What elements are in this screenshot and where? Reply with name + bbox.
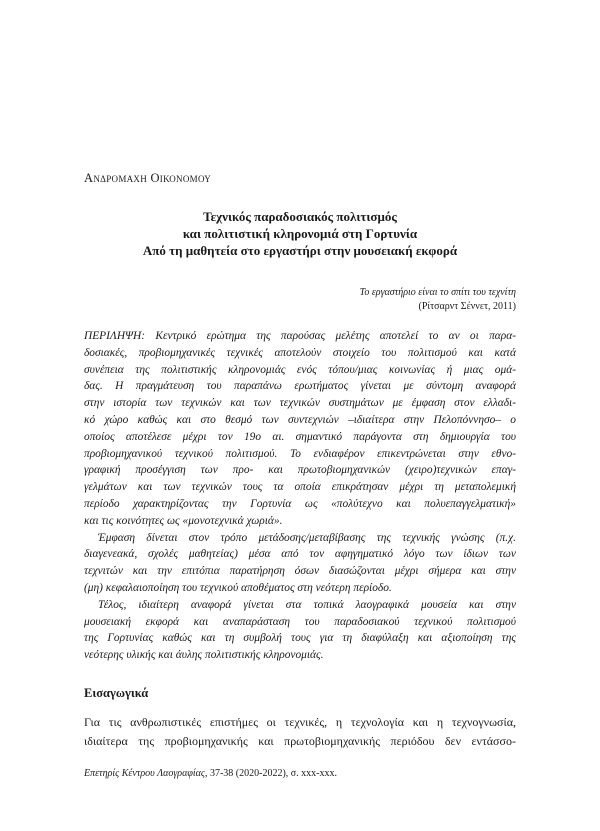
footer-details: , 37-38 (2020-2022), σ. xxx-xxx. <box>204 768 338 779</box>
abstract-line: κό χώρο καθώς και στο θεσμό των συντεχνιών –ιδιαίτερα στην Πελοπόννησο– ο <box>84 413 516 426</box>
abstract-line: δας. Η πραγμάτευση του παραπάνω ερωτήματος γίνεται με σύντομη αναφορά <box>84 380 516 393</box>
epigraph-source: (Ρίτσαρντ Σέννετ, 2011) <box>418 301 516 312</box>
abstract-line: δοσιακές, προβιομηχανικές τεχνικές αποτελούν στοιχείο του πολιτισμού και κατά <box>84 346 516 359</box>
title-line-1: Τεχνικός παραδοσιακός πολιτισμός <box>203 209 397 224</box>
body-line: ιδιαίτερα της προβιομηχανικής και πρωτοβιομηχανικής περιόδου δεν εντάσσο- <box>84 734 516 748</box>
abstract-line: τεχνιτών και την επιτόπια παρατήρηση όσων διασώζονται μέχρι σήμερα και στην <box>84 565 516 578</box>
abstract-line: γραφική προσέγγιση των προ- και πρωτοβιομηχανικών (χειρο)τεχνικών επαγ- <box>84 464 516 477</box>
footer-journal: Επετηρίς Κέντρου Λαογραφίας <box>84 768 205 779</box>
epigraph <box>360 286 516 314</box>
abstract-line: μουσειακή εκφορά και αναπαράσταση του παραδοσιακού τεχνικού πολιτισμού <box>84 615 516 628</box>
author-name: Ανδρομαχη Οικονομου <box>84 171 212 185</box>
abstract-line: διαγενεακά, σχολές μαθητείας) μέσα από τον αφηγηματικό λόγο των ίδιων των <box>84 548 516 561</box>
page-footer <box>84 768 337 779</box>
abstract-line: Τέλος, ιδιαίτερη αναφορά γίνεται στα τοπικά λαογραφικά μουσεία και στην <box>98 598 516 611</box>
title-line-2: και πολιτιστική κληρονομιά στη Γορτυνία <box>182 226 418 241</box>
section-heading: Εισαγωγικά <box>84 686 149 700</box>
abstract <box>84 328 516 664</box>
epigraph-quote: Το εργαστήριο είναι το σπίτι του τεχνίτη <box>359 287 516 298</box>
abstract-line: νεότερης υλικής και άυλης πολιτιστικής κληρονομιάς. <box>84 649 324 662</box>
abstract-line: στην ιστορία των τεχνικών και των τεχνικών συστημάτων με έμφαση στον ελλαδι- <box>84 397 516 410</box>
abstract-line: της Γορτυνίας καθώς και τη συμβολή τους για τη διαφύλαξη και αξιοποίηση της <box>84 632 516 645</box>
title-line-3: Από τη μαθητεία στο εργαστήρι στην μουσειακή εκφορά <box>142 243 458 258</box>
abstract-line: ΠΕΡΙΛΗΨΗ: Κεντρικό ερώτημα της παρούσας μελέτης αποτελεί το αν οι παρα- <box>84 330 516 342</box>
body-line: Για τις ανθρωπιστικές επιστήμες οι τεχνικές, η τεχνολογία και η τεχνογνωσία, <box>84 715 516 729</box>
abstract-line: οποίος αποτέλεσε μέχρι τον 19ο αι. σημαντικό παράγοντα στη δημιουργία του <box>84 430 516 443</box>
abstract-line: (μη) κεφαλαιοποίηση του τεχνικού αποθέματος στη νεότερη περίοδο. <box>84 581 392 594</box>
article-title <box>84 208 516 259</box>
abstract-line: γελμάτων και των τεχνικών τους τα οποία επικράτησαν μέχρι τη μεταπολεμική <box>84 481 516 494</box>
abstract-line: προβιομηχανικού τεχνικού πολιτισμού. Το ενδιαφέρον επικεντρώνεται στην εθνο- <box>84 447 516 460</box>
abstract-line: Έμφαση δίνεται στον τρόπο μετάδοσης/μεταβίβασης της τεχνικής γνώσης (π.χ. <box>98 531 516 544</box>
body-text <box>84 713 516 751</box>
abstract-line: περίοδο χαρακτηρίζοντας την Γορτυνία ως «πολύτεχνο και πολυεπαγγελματική» <box>84 497 516 510</box>
abstract-line: και τις κοινότητες ως «μονοτεχνικά χωριά». <box>84 514 283 527</box>
abstract-line: συνέπεια της πολιτιστικής κληρονομιάς ενός τόπου/μιας κοινωνίας ή μιας ομά- <box>84 363 516 376</box>
